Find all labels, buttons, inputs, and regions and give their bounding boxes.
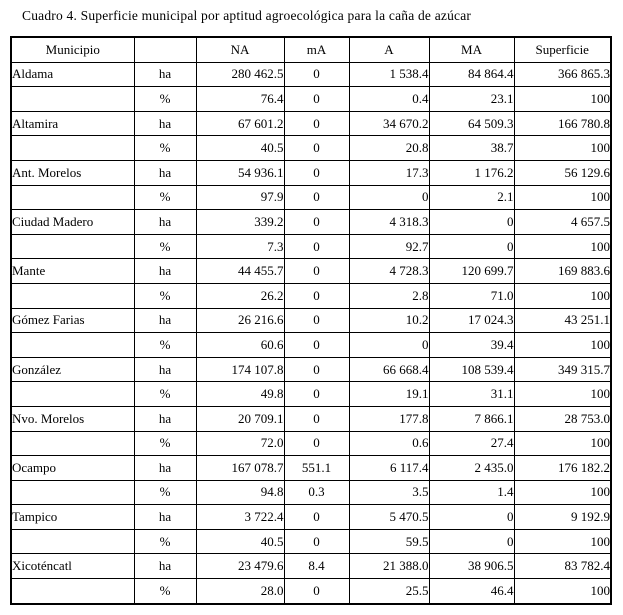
value-cell: 0	[284, 62, 349, 87]
value-cell: 4 318.3	[349, 210, 429, 235]
value-cell: 10.2	[349, 308, 429, 333]
value-cell: 0.6	[349, 431, 429, 456]
value-cell: 54 936.1	[196, 160, 284, 185]
value-cell: 59.5	[349, 529, 429, 554]
table-row-7-ha	[11, 406, 611, 431]
value-cell: 167 078.7	[196, 456, 284, 481]
municipio-cell: Gómez Farias	[11, 308, 134, 333]
column-header-na: NA	[196, 37, 284, 62]
unit-cell: ha	[134, 160, 196, 185]
value-cell: 23 479.6	[196, 554, 284, 579]
municipio-cell	[11, 579, 134, 604]
unit-cell: ha	[134, 456, 196, 481]
table-row-1-ha	[11, 111, 611, 136]
value-cell: 2.1	[429, 185, 514, 210]
value-cell: 0	[284, 406, 349, 431]
unit-cell: %	[134, 431, 196, 456]
value-cell: 0	[429, 505, 514, 530]
unit-cell: %	[134, 87, 196, 112]
value-cell: 0	[284, 111, 349, 136]
value-cell: 0	[284, 333, 349, 358]
value-cell: 176 182.2	[514, 456, 611, 481]
municipio-cell: Ciudad Madero	[11, 210, 134, 235]
table-row-0-ha	[11, 62, 611, 87]
value-cell: 26 216.6	[196, 308, 284, 333]
value-cell: 0	[284, 185, 349, 210]
table-row-7-pct	[11, 431, 611, 456]
value-cell: 38.7	[429, 136, 514, 161]
value-cell: 23.1	[429, 87, 514, 112]
value-cell: 169 883.6	[514, 259, 611, 284]
municipio-cell	[11, 136, 134, 161]
value-cell: 66 668.4	[349, 357, 429, 382]
value-cell: 40.5	[196, 529, 284, 554]
value-cell: 100	[514, 185, 611, 210]
municipio-cell	[11, 333, 134, 358]
value-cell: 76.4	[196, 87, 284, 112]
value-cell: 49.8	[196, 382, 284, 407]
value-cell: 4 728.3	[349, 259, 429, 284]
municipio-cell: González	[11, 357, 134, 382]
value-cell: 43 251.1	[514, 308, 611, 333]
value-cell: 366 865.3	[514, 62, 611, 87]
municipio-cell: Ocampo	[11, 456, 134, 481]
value-cell: 0	[284, 234, 349, 259]
value-cell: 3 722.4	[196, 505, 284, 530]
value-cell: 83 782.4	[514, 554, 611, 579]
value-cell: 0	[284, 259, 349, 284]
value-cell: 1.4	[429, 480, 514, 505]
value-cell: 20.8	[349, 136, 429, 161]
value-cell: 34 670.2	[349, 111, 429, 136]
value-cell: 44 455.7	[196, 259, 284, 284]
unit-cell: ha	[134, 111, 196, 136]
value-cell: 67 601.2	[196, 111, 284, 136]
value-cell: 100	[514, 136, 611, 161]
table-row-8-pct	[11, 480, 611, 505]
value-cell: 17.3	[349, 160, 429, 185]
value-cell: 21 388.0	[349, 554, 429, 579]
value-cell: 100	[514, 87, 611, 112]
value-cell: 0.4	[349, 87, 429, 112]
municipio-cell	[11, 382, 134, 407]
value-cell: 120 699.7	[429, 259, 514, 284]
value-cell: 27.4	[429, 431, 514, 456]
value-cell: 0	[284, 382, 349, 407]
value-cell: 0	[284, 431, 349, 456]
value-cell: 92.7	[349, 234, 429, 259]
value-cell: 64 509.3	[429, 111, 514, 136]
municipio-cell	[11, 234, 134, 259]
table-row-9-ha	[11, 505, 611, 530]
value-cell: 0	[429, 210, 514, 235]
value-cell: 0	[284, 210, 349, 235]
value-cell: 0	[429, 234, 514, 259]
table-caption: Cuadro 4. Superficie municipal por aptitud agroecológica para la caña de azúcar	[22, 8, 472, 23]
value-cell: 84 864.4	[429, 62, 514, 87]
value-cell: 97.9	[196, 185, 284, 210]
value-cell: 60.6	[196, 333, 284, 358]
value-cell: 0	[284, 357, 349, 382]
table-row-1-pct	[11, 136, 611, 161]
municipio-cell	[11, 185, 134, 210]
value-cell: 8.4	[284, 554, 349, 579]
value-cell: 0	[429, 529, 514, 554]
table-row-8-ha	[11, 456, 611, 481]
value-cell: 100	[514, 382, 611, 407]
municipio-cell	[11, 283, 134, 308]
value-cell: 100	[514, 579, 611, 604]
value-cell: 100	[514, 431, 611, 456]
value-cell: 0	[349, 333, 429, 358]
column-header-ma: MA	[429, 37, 514, 62]
value-cell: 0	[284, 136, 349, 161]
value-cell: 339.2	[196, 210, 284, 235]
value-cell: 1 538.4	[349, 62, 429, 87]
value-cell: 100	[514, 234, 611, 259]
table-row-5-ha	[11, 308, 611, 333]
unit-cell: ha	[134, 210, 196, 235]
value-cell: 56 129.6	[514, 160, 611, 185]
table-row-0-pct	[11, 87, 611, 112]
unit-cell: ha	[134, 554, 196, 579]
value-cell: 108 539.4	[429, 357, 514, 382]
value-cell: 0	[284, 308, 349, 333]
unit-cell: ha	[134, 62, 196, 87]
municipio-cell: Mante	[11, 259, 134, 284]
unit-cell: ha	[134, 505, 196, 530]
value-cell: 177.8	[349, 406, 429, 431]
column-header-a: A	[349, 37, 429, 62]
municipio-cell: Xicoténcatl	[11, 554, 134, 579]
value-cell: 72.0	[196, 431, 284, 456]
municipio-cell	[11, 87, 134, 112]
unit-cell: %	[134, 333, 196, 358]
table-row-5-pct	[11, 333, 611, 358]
value-cell: 28 753.0	[514, 406, 611, 431]
municipio-cell: Altamira	[11, 111, 134, 136]
value-cell: 20 709.1	[196, 406, 284, 431]
column-header-ma: mA	[284, 37, 349, 62]
value-cell: 551.1	[284, 456, 349, 481]
column-header-unit	[134, 37, 196, 62]
value-cell: 0	[284, 283, 349, 308]
unit-cell: %	[134, 529, 196, 554]
value-cell: 19.1	[349, 382, 429, 407]
unit-cell: %	[134, 283, 196, 308]
value-cell: 0	[284, 579, 349, 604]
unit-cell: ha	[134, 259, 196, 284]
value-cell: 39.4	[429, 333, 514, 358]
value-cell: 0	[349, 185, 429, 210]
value-cell: 6 117.4	[349, 456, 429, 481]
municipio-cell	[11, 431, 134, 456]
aptitude-table	[10, 36, 612, 605]
municipio-cell: Nvo. Morelos	[11, 406, 134, 431]
value-cell: 17 024.3	[429, 308, 514, 333]
table-row-3-pct	[11, 234, 611, 259]
value-cell: 40.5	[196, 136, 284, 161]
column-header-municipio: Municipio	[11, 37, 134, 62]
value-cell: 7 866.1	[429, 406, 514, 431]
table-row-2-pct	[11, 185, 611, 210]
unit-cell: %	[134, 136, 196, 161]
unit-cell: ha	[134, 406, 196, 431]
value-cell: 349 315.7	[514, 357, 611, 382]
table-row-10-pct	[11, 579, 611, 604]
unit-cell: ha	[134, 308, 196, 333]
value-cell: 9 192.9	[514, 505, 611, 530]
value-cell: 100	[514, 529, 611, 554]
municipio-cell: Ant. Morelos	[11, 160, 134, 185]
value-cell: 3.5	[349, 480, 429, 505]
value-cell: 71.0	[429, 283, 514, 308]
value-cell: 0	[284, 87, 349, 112]
value-cell: 94.8	[196, 480, 284, 505]
value-cell: 2 435.0	[429, 456, 514, 481]
municipio-cell	[11, 480, 134, 505]
table-row-6-pct	[11, 382, 611, 407]
value-cell: 0	[284, 160, 349, 185]
value-cell: 31.1	[429, 382, 514, 407]
unit-cell: %	[134, 579, 196, 604]
municipio-cell: Aldama	[11, 62, 134, 87]
table-row-10-ha	[11, 554, 611, 579]
value-cell: 174 107.8	[196, 357, 284, 382]
value-cell: 100	[514, 283, 611, 308]
value-cell: 5 470.5	[349, 505, 429, 530]
value-cell: 2.8	[349, 283, 429, 308]
value-cell: 7.3	[196, 234, 284, 259]
unit-cell: %	[134, 234, 196, 259]
value-cell: 4 657.5	[514, 210, 611, 235]
value-cell: 26.2	[196, 283, 284, 308]
table-row-9-pct	[11, 529, 611, 554]
value-cell: 28.0	[196, 579, 284, 604]
table-row-6-ha	[11, 357, 611, 382]
value-cell: 166 780.8	[514, 111, 611, 136]
value-cell: 100	[514, 480, 611, 505]
table-row-2-ha	[11, 160, 611, 185]
table-row-3-ha	[11, 210, 611, 235]
header-row	[11, 37, 611, 62]
value-cell: 0.3	[284, 480, 349, 505]
value-cell: 280 462.5	[196, 62, 284, 87]
column-header-superficie: Superficie	[514, 37, 611, 62]
value-cell: 1 176.2	[429, 160, 514, 185]
value-cell: 25.5	[349, 579, 429, 604]
municipio-cell: Tampico	[11, 505, 134, 530]
value-cell: 0	[284, 529, 349, 554]
municipio-cell	[11, 529, 134, 554]
value-cell: 38 906.5	[429, 554, 514, 579]
unit-cell: %	[134, 382, 196, 407]
value-cell: 0	[284, 505, 349, 530]
unit-cell: %	[134, 480, 196, 505]
table-row-4-pct	[11, 283, 611, 308]
unit-cell: %	[134, 185, 196, 210]
value-cell: 100	[514, 333, 611, 358]
table-row-4-ha	[11, 259, 611, 284]
value-cell: 46.4	[429, 579, 514, 604]
unit-cell: ha	[134, 357, 196, 382]
